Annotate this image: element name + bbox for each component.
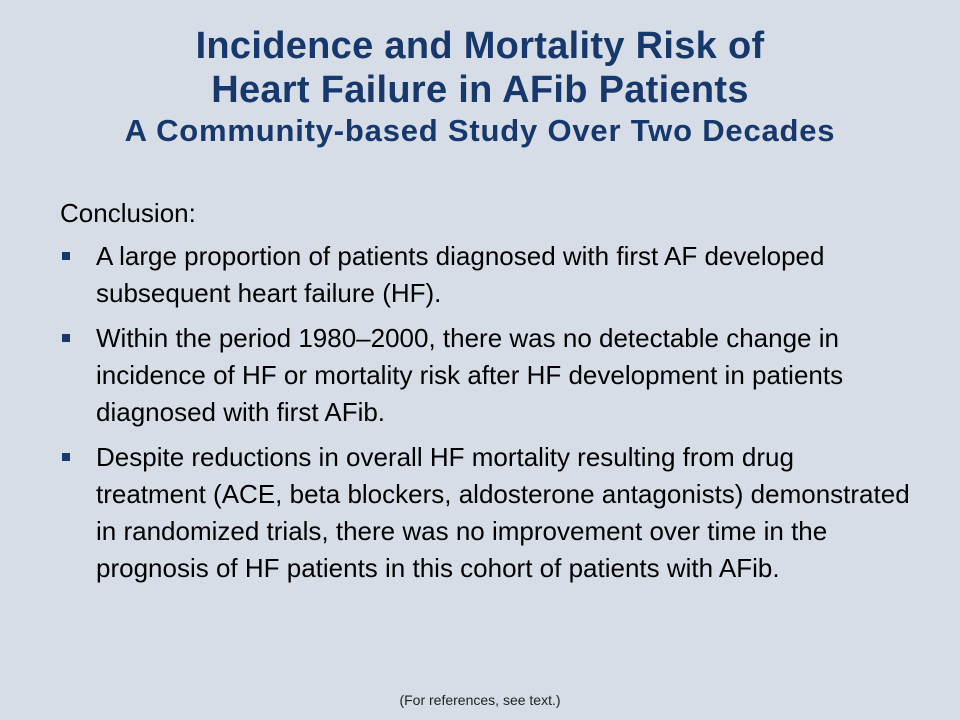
bullet-text: Within the period 1980–2000, there was no detectable change in incidence of HF or mortality risk after HF development in patients diagnosed with first AFib.: [96, 323, 844, 427]
bullet-list: [60, 238, 910, 587]
subtitle: A Community-based Study Over Two Decades: [124, 113, 836, 148]
square-bullet-icon: [62, 453, 70, 461]
square-bullet-icon: [62, 252, 70, 260]
square-bullet-icon: [62, 334, 70, 342]
conclusion-heading: Conclusion:: [60, 198, 196, 228]
title-block: [0, 24, 960, 150]
bullet-text: A large proportion of patients diagnosed with first AF developed subsequent heart failure (HF).: [96, 241, 825, 308]
content-body: [60, 196, 910, 595]
title-line-1: Incidence and Mortality Risk of: [195, 25, 765, 67]
footer-note: (For references, see text.): [399, 692, 561, 708]
bullet-text: Despite reductions in overall HF mortality resulting from drug treatment (ACE, beta blockers, aldosterone antagonists) demonstrated in randomized trials, there was no improvement over time in the prognosis of HF patients in this cohort of patients with AFib.: [96, 442, 910, 583]
bullet-item: [60, 439, 910, 587]
bullet-item: [60, 238, 910, 312]
title-line-2: Heart Failure in AFib Patients: [211, 69, 749, 111]
bullet-item: [60, 320, 910, 431]
